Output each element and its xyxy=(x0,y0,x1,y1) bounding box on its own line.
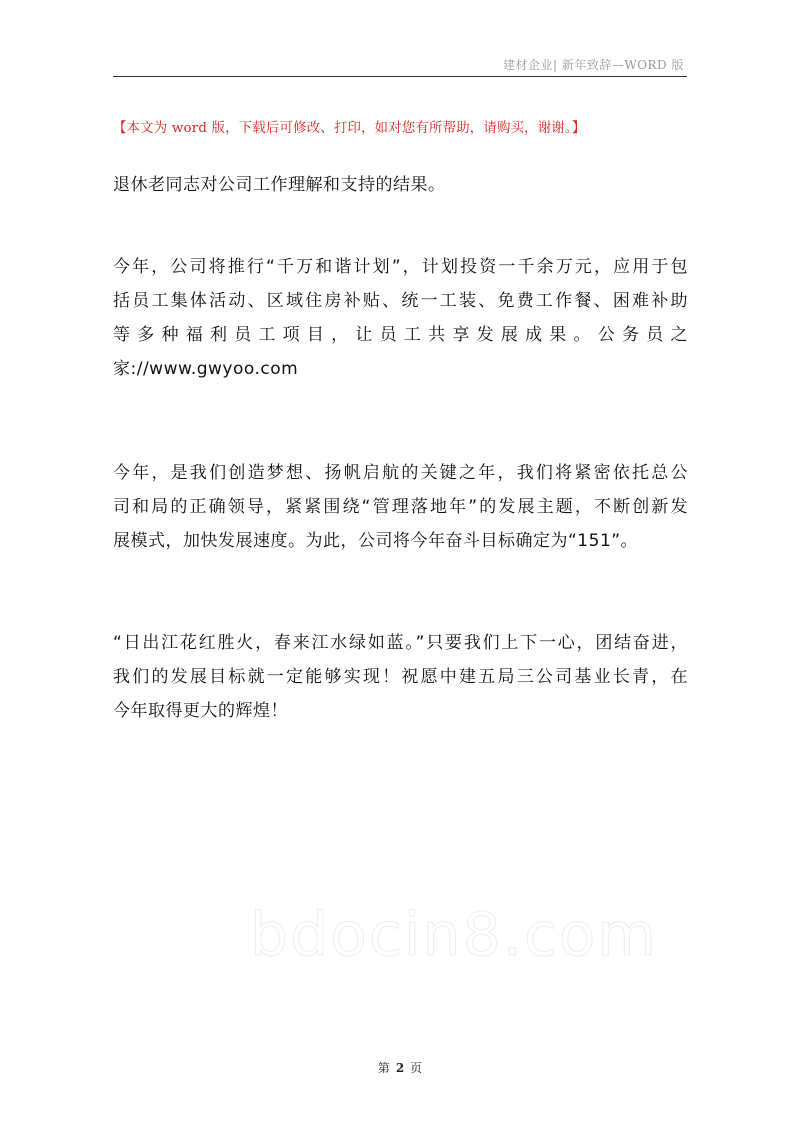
paragraph-line: 我们的发展目标就一定能够实现！祝愿中建五局三公司基业长青，在 xyxy=(113,667,688,687)
paragraph-line: 等多种福利员工项目，让员工共享发展成果。公务员之 xyxy=(113,325,688,345)
paragraph-line: 括员工集体活动、区域住房补贴、统一工装、免费工作餐、困难补助 xyxy=(113,291,688,311)
page-footer xyxy=(0,1059,800,1076)
paragraph-2 xyxy=(113,250,688,386)
paragraph-line: 今年取得更大的辉煌！ xyxy=(113,701,288,721)
paragraph-line: 今年，是我们创造梦想、扬帆启航的关键之年，我们将紧密依托总公 xyxy=(113,463,688,483)
watermark: bdocin8.com xyxy=(250,900,658,970)
header-divider xyxy=(113,76,687,77)
paragraph-line: 退休老同志对公司工作理解和支持的结果。 xyxy=(113,175,446,195)
footer-prefix: 第 xyxy=(377,1061,390,1075)
paragraph-line: “日出江花红胜火，春来江水绿如蓝。”只要我们上下一心，团结奋进， xyxy=(113,633,688,653)
paragraph-line: 司和局的正确领导，紧紧围绕“管理落地年”的发展主题，不断创新发 xyxy=(113,497,688,517)
paragraph-4 xyxy=(113,626,688,728)
paragraph-line: 家://www.gwyoo.com xyxy=(113,359,299,379)
paragraph-1 xyxy=(113,168,688,202)
footer-suffix: 页 xyxy=(410,1061,423,1075)
download-notice: 【本文为 word 版，下载后可修改、打印，如对您有所帮助，请购买，谢谢。】 xyxy=(113,121,586,136)
paragraph-line: 今年，公司将推行“千万和谐计划”，计划投资一千余万元，应用于包 xyxy=(113,257,688,277)
page-number: 2 xyxy=(395,1061,405,1075)
running-header: 建材企业| 新年致辞—WORD 版 xyxy=(502,58,684,72)
paragraph-line: 展模式，加快发展速度。为此，公司将今年奋斗目标确定为“151”。 xyxy=(113,531,639,551)
paragraph-3 xyxy=(113,456,688,558)
